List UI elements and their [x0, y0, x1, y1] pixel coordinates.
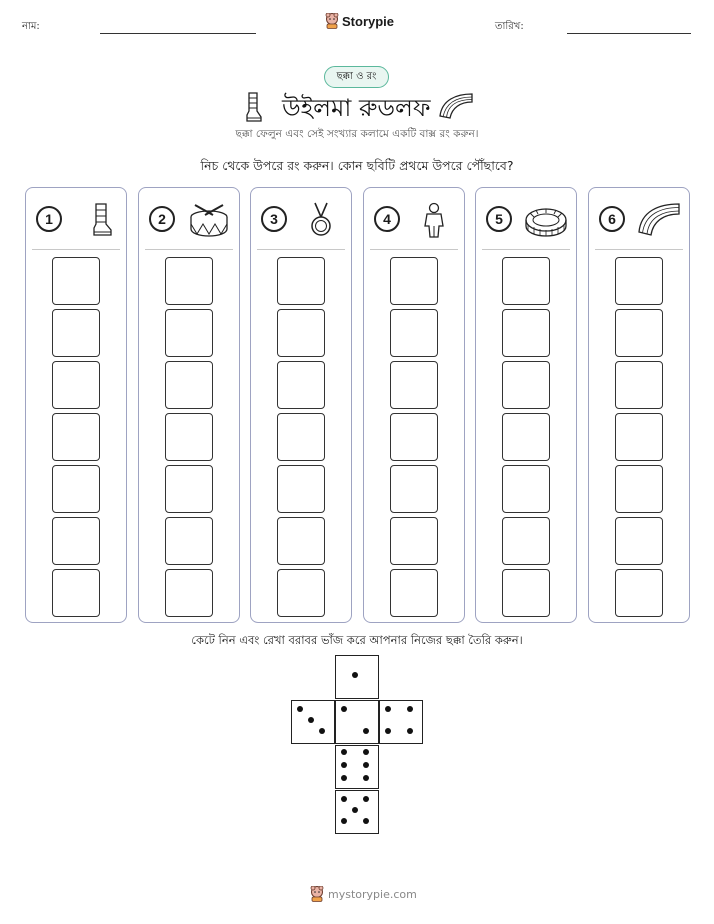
column-header	[597, 202, 683, 240]
race-track-icon	[438, 92, 474, 120]
brand-name: Storypie	[342, 13, 395, 29]
color-box[interactable]	[165, 413, 213, 461]
column-divider	[482, 249, 570, 250]
dice-pip	[341, 796, 347, 802]
column-number: 6	[599, 206, 625, 232]
medal-icon	[299, 202, 343, 238]
dice-pip	[363, 762, 369, 768]
color-box[interactable]	[390, 257, 438, 305]
color-box[interactable]	[165, 257, 213, 305]
brand	[325, 13, 394, 29]
color-box[interactable]	[165, 569, 213, 617]
color-box[interactable]	[277, 465, 325, 513]
dice-face	[335, 745, 379, 789]
color-box[interactable]	[52, 309, 100, 357]
dice-pip	[363, 728, 369, 734]
column-header	[34, 202, 120, 240]
column-number: 3	[261, 206, 287, 232]
dice-pip	[341, 749, 347, 755]
color-box[interactable]	[390, 361, 438, 409]
column-number: 1	[36, 206, 62, 232]
dice-pip	[308, 717, 314, 723]
color-box[interactable]	[390, 413, 438, 461]
cut-instruction: কেটে নিন এবং রেখা বরাবর ভাঁজ করে আপনার নিজের ছক্কা তৈরি করুন।	[191, 633, 523, 647]
color-box[interactable]	[390, 569, 438, 617]
dice-pip	[407, 728, 413, 734]
color-box[interactable]	[390, 309, 438, 357]
color-box[interactable]	[277, 413, 325, 461]
color-box[interactable]	[502, 413, 550, 461]
dice-pip	[385, 706, 391, 712]
dice-pip	[341, 775, 347, 781]
color-box[interactable]	[165, 361, 213, 409]
dice-pip	[341, 818, 347, 824]
dice-pip	[341, 762, 347, 768]
race-track-icon	[637, 202, 681, 238]
instruction: নিচ থেকে উপরে রং করুন। কোন ছবিটি প্রথমে উপরে পৌঁছাবে?	[200, 158, 514, 173]
column-5	[475, 187, 577, 623]
date-line[interactable]	[567, 33, 691, 34]
column-number: 5	[486, 206, 512, 232]
dice-face	[335, 655, 379, 699]
column-number: 2	[149, 206, 175, 232]
stadium-icon	[524, 202, 568, 238]
column-header	[484, 202, 570, 240]
color-box[interactable]	[502, 465, 550, 513]
color-box[interactable]	[52, 257, 100, 305]
title-row	[0, 88, 714, 124]
color-box[interactable]	[615, 569, 663, 617]
storypie-logo-icon	[310, 886, 324, 902]
leg-brace-icon	[74, 202, 118, 238]
color-box[interactable]	[615, 517, 663, 565]
color-box[interactable]	[615, 465, 663, 513]
color-box[interactable]	[277, 517, 325, 565]
color-box[interactable]	[52, 569, 100, 617]
dice-pip	[352, 807, 358, 813]
color-box[interactable]	[502, 257, 550, 305]
dice-pip	[407, 706, 413, 712]
dice-pip	[363, 749, 369, 755]
color-box[interactable]	[390, 517, 438, 565]
column-4	[363, 187, 465, 623]
column-divider	[595, 249, 683, 250]
footer-url: mystorypie.com	[328, 887, 417, 901]
dice-face	[379, 700, 423, 744]
dice-face	[335, 790, 379, 834]
dice-face	[291, 700, 335, 744]
storypie-logo-icon	[325, 13, 339, 29]
dice-pip	[319, 728, 325, 734]
subtitle: ছক্কা ফেলুন এবং সেই সংখ্যার কলামে একটি বাক্স রং করুন।	[235, 128, 479, 140]
drum-icon	[187, 202, 231, 238]
color-box[interactable]	[502, 361, 550, 409]
color-box[interactable]	[277, 361, 325, 409]
dice-pip	[363, 818, 369, 824]
footer	[310, 886, 417, 902]
dice-pip	[363, 796, 369, 802]
column-3	[250, 187, 352, 623]
color-box[interactable]	[277, 569, 325, 617]
dice-pip	[363, 775, 369, 781]
color-box[interactable]	[615, 309, 663, 357]
color-box[interactable]	[52, 517, 100, 565]
color-box[interactable]	[277, 309, 325, 357]
column-divider	[257, 249, 345, 250]
color-box[interactable]	[165, 309, 213, 357]
dice-face	[335, 700, 379, 744]
color-box[interactable]	[165, 465, 213, 513]
color-box[interactable]	[615, 257, 663, 305]
person-icon	[412, 202, 456, 238]
name-line[interactable]	[100, 33, 256, 34]
color-box[interactable]	[502, 517, 550, 565]
date-label: তারিখ:	[495, 21, 524, 32]
color-box[interactable]	[277, 257, 325, 305]
column-divider	[370, 249, 458, 250]
color-box[interactable]	[52, 361, 100, 409]
column-header	[147, 202, 233, 240]
color-box[interactable]	[502, 309, 550, 357]
color-box[interactable]	[165, 517, 213, 565]
color-box[interactable]	[615, 413, 663, 461]
column-number: 4	[374, 206, 400, 232]
activity-badge: ছক্কা ও রং	[324, 66, 389, 88]
column-header	[259, 202, 345, 240]
column-2	[138, 187, 240, 623]
color-box[interactable]	[615, 361, 663, 409]
column-divider	[32, 249, 120, 250]
color-box[interactable]	[390, 465, 438, 513]
column-6	[588, 187, 690, 623]
column-header	[372, 202, 458, 240]
color-box[interactable]	[52, 413, 100, 461]
dice-pip	[385, 728, 391, 734]
color-box[interactable]	[52, 465, 100, 513]
dice-pip	[297, 706, 303, 712]
color-box[interactable]	[502, 569, 550, 617]
page-title: উইলমা রুডলফ	[282, 94, 431, 122]
dice-pip	[352, 672, 358, 678]
leg-brace-icon	[243, 91, 263, 123]
column-divider	[145, 249, 233, 250]
name-label: নাম:	[22, 21, 40, 32]
dice-pip	[341, 706, 347, 712]
column-1	[25, 187, 127, 623]
